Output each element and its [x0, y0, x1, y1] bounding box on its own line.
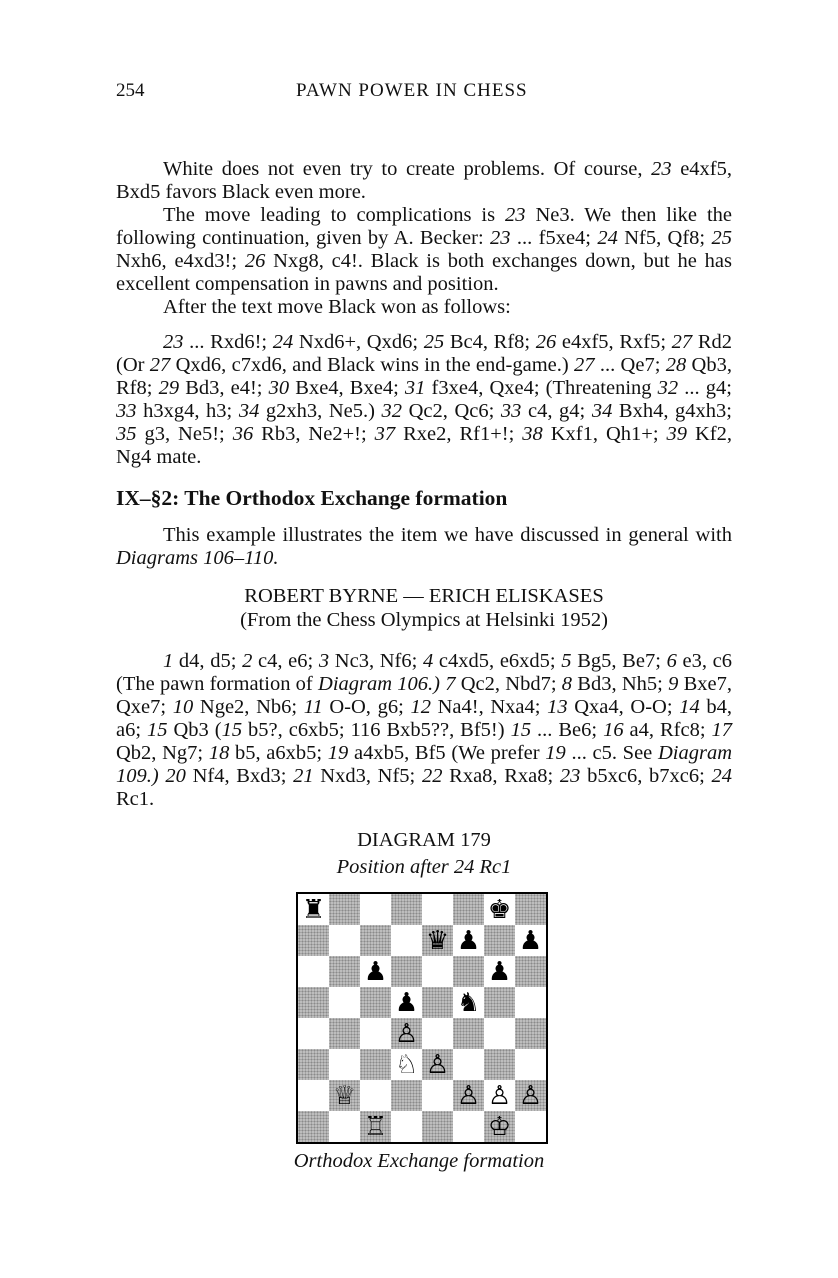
move-number: 6: [666, 650, 677, 672]
move-text: Rxe2, Rf1+!;: [395, 423, 523, 445]
board-square: [329, 894, 360, 925]
board-square: [484, 1018, 515, 1049]
board-square: [329, 1111, 360, 1142]
paragraph-2: The move leading to complications is 23 Ne3. We then like the following continuation, given by A. Becker: 23 ... f5xe4; 24 Nf5, Qf8; 25 Nxh6, e4xd3!; 26 Nxg8, c4!. Black is both exchanges down, but he has excellent compensation in pawns and position.: [116, 204, 732, 295]
game-moves-1: [116, 331, 732, 469]
paragraph-5: This example illustrates the item we have discussed in general with Diagrams 106–110.: [116, 524, 732, 569]
move-text: Bd3, e4!;: [179, 377, 269, 399]
board-square: [391, 1018, 422, 1049]
board-square: [484, 894, 515, 925]
move-text: Nxd3, Nf5;: [313, 765, 422, 787]
move-text: Qxa4, O-O;: [567, 696, 680, 718]
board-square: [515, 1049, 546, 1080]
board-square: [422, 1049, 453, 1080]
page-header: [116, 80, 726, 106]
game-players: ROBERT BYRNE — ERICH ELISKASES: [244, 585, 604, 607]
move-text: Bxe7, Qxe7;: [116, 673, 732, 718]
move-text: Kf2, Ng4 mate.: [116, 423, 732, 468]
board-square: [360, 1080, 391, 1111]
move-text: Bxe4, Bxe4;: [289, 377, 405, 399]
board-square: [515, 1080, 546, 1111]
move-number: 37: [374, 423, 396, 445]
move-text: b5xc6, b7xc6;: [580, 765, 712, 787]
move-text: ... Qe7;: [594, 354, 666, 376]
board-square: [515, 894, 546, 925]
chess-piece-icon: ♟: [456, 925, 481, 956]
move-text: Qb2, Ng7;: [116, 742, 209, 764]
move-text: Rd2 (Or: [116, 331, 732, 376]
move-text: ... Rxd6!;: [183, 331, 273, 353]
move-number: 32: [657, 377, 679, 399]
board-square: [453, 1080, 484, 1111]
move-text: Nf4, Bxd3;: [185, 765, 294, 787]
move-number: 23: [559, 765, 581, 787]
board-square: [391, 894, 422, 925]
chess-piece-icon: ♙: [518, 1080, 543, 1111]
page-number: 254: [116, 80, 145, 101]
move-number: 8: [561, 673, 573, 695]
move-number: 33: [116, 400, 137, 422]
board-square: [329, 956, 360, 987]
board-square: [515, 925, 546, 956]
move-text: Rxa8, Rxa8;: [442, 765, 560, 787]
section-heading: IX–§2: The Orthodox Exchange formation: [116, 486, 508, 510]
move-text: Bd3, Nh5;: [572, 673, 669, 695]
chess-piece-icon: ♙: [425, 1049, 450, 1080]
move-number: Diagram 109.): [116, 742, 733, 787]
board-square: [360, 1018, 391, 1049]
chess-piece-icon: ♙: [487, 1080, 512, 1111]
board-square: [360, 987, 391, 1018]
board-square: [453, 1049, 484, 1080]
move-text: e4xf5, Rxf5;: [556, 331, 672, 353]
board-square: [360, 1111, 391, 1142]
board-square: [298, 1111, 329, 1142]
move-text: a4xb5, Bf5 (We prefer: [348, 742, 546, 764]
move-number: 9: [668, 673, 679, 695]
move-number: 27: [149, 354, 171, 376]
board-square: [360, 956, 391, 987]
chess-piece-icon: ♟: [487, 956, 512, 987]
board-square: [515, 956, 546, 987]
move-text: Qb3, Rf8;: [116, 354, 732, 399]
move-text: Qxd6, c7xd6, and Black wins in the end-game.): [170, 354, 575, 376]
board-square: [391, 1080, 422, 1111]
board-square: [484, 987, 515, 1018]
move-text: Nge2, Nb6;: [193, 696, 304, 718]
board-square: [329, 925, 360, 956]
chess-piece-icon: ♚: [487, 894, 512, 925]
move-number: 15: [510, 719, 532, 741]
move-text: Qb3 (: [167, 719, 222, 741]
paragraph-1: White does not even try to create problems. Of course, 23 e4xf5, Bxd5 favors Black even more.: [116, 158, 732, 203]
board-square: [484, 925, 515, 956]
board-square: [329, 1049, 360, 1080]
page-body: [116, 158, 732, 879]
move-number: 11: [303, 696, 323, 718]
move-number: 19: [545, 742, 566, 764]
board-square: [422, 894, 453, 925]
move-number: 33: [500, 400, 522, 422]
board-square: [422, 1111, 453, 1142]
move-number: 28: [665, 354, 687, 376]
game-event: (From the Chess Olympics at Helsinki 1952): [240, 609, 608, 631]
move-number: 39: [666, 423, 687, 445]
board-square: [391, 987, 422, 1018]
move-text: Bg5, Be7;: [571, 650, 667, 672]
board-square: [360, 925, 391, 956]
move-number: 17: [711, 719, 732, 741]
move-number: 15: [147, 719, 168, 741]
board-square: [298, 1080, 329, 1111]
board-square: [298, 894, 329, 925]
move-number: 34: [591, 400, 613, 422]
board-square: [422, 956, 453, 987]
move-text: g2xh3, Ne5.): [259, 400, 382, 422]
move-text: g3, Ne5!;: [136, 423, 233, 445]
move-number: 30: [268, 377, 290, 399]
board-square: [329, 1080, 360, 1111]
board-square: [453, 1018, 484, 1049]
move-number: 34: [238, 400, 260, 422]
move-text: Kxf1, Qh1+;: [542, 423, 667, 445]
move-number: 27: [671, 331, 693, 353]
chess-piece-icon: ♟: [363, 956, 388, 987]
board-square: [391, 956, 422, 987]
move-text: Qc2, Qc6;: [402, 400, 501, 422]
board-square: [360, 894, 391, 925]
move-number: 29: [158, 377, 180, 399]
board-square: [515, 1018, 546, 1049]
move-number: 21: [293, 765, 314, 787]
move-number: 25: [423, 331, 445, 353]
chess-piece-icon: ♘: [394, 1049, 419, 1080]
board-square: [515, 987, 546, 1018]
move-text: f3xe4, Qxe4; (Threatening: [425, 377, 658, 399]
move-text: h3xg4, h3;: [136, 400, 239, 422]
board-square: [391, 925, 422, 956]
board-square: [391, 1111, 422, 1142]
paragraph-3: After the text move Black won as follows:: [163, 296, 511, 318]
move-text: c4, e6;: [252, 650, 319, 672]
move-text: ... g4;: [678, 377, 732, 399]
move-number: 26: [535, 331, 557, 353]
chess-piece-icon: ♞: [456, 987, 481, 1018]
move-number: 24: [272, 331, 294, 353]
chess-piece-icon: ♔: [487, 1111, 512, 1142]
diagram-title: DIAGRAM 179: [357, 829, 491, 851]
running-title: PAWN POWER IN CHESS: [296, 80, 528, 101]
move-text: Rc1.: [116, 788, 155, 810]
board-square: [360, 1049, 391, 1080]
board-square: [298, 1018, 329, 1049]
board-square: [515, 1111, 546, 1142]
move-text: b4, a6;: [116, 696, 732, 741]
move-number: 15: [221, 719, 243, 741]
move-number: 38: [522, 423, 543, 445]
board-square: [329, 1018, 360, 1049]
move-number: 5: [561, 650, 572, 672]
move-text: ... c5. See: [565, 742, 658, 764]
move-text: ... Be6;: [531, 719, 604, 741]
chess-piece-icon: ♙: [456, 1080, 481, 1111]
move-number: 24: [711, 765, 733, 787]
move-number: 14: [679, 696, 700, 718]
board-square: [298, 956, 329, 987]
move-number: 18: [208, 742, 230, 764]
chess-piece-icon: ♙: [394, 1018, 419, 1049]
move-text: Nc3, Nf6;: [329, 650, 423, 672]
move-number: 16: [603, 719, 624, 741]
board-square: [422, 987, 453, 1018]
move-number: 4: [423, 650, 434, 672]
chess-piece-icon: ♟: [518, 925, 543, 956]
move-text: Na4!, Nxa4;: [430, 696, 548, 718]
move-text: d4, d5;: [173, 650, 243, 672]
move-text: Rb3, Ne2+!;: [253, 423, 375, 445]
board-square: [422, 925, 453, 956]
move-text: e3, c6 (The pawn formation of: [116, 650, 732, 695]
board-square: [453, 925, 484, 956]
move-number: Diagram 106.): [318, 673, 440, 695]
diagram-subtitle: Position after 24 Rc1: [336, 856, 512, 878]
move-text: Bc4, Rf8;: [444, 331, 536, 353]
move-number: 1: [163, 650, 174, 672]
chess-piece-icon: ♛: [425, 925, 450, 956]
move-text: b5, a6xb5;: [229, 742, 328, 764]
move-number: 20: [165, 765, 186, 787]
board-square: [484, 1111, 515, 1142]
board-square: [391, 1049, 422, 1080]
chess-piece-icon: ♜: [301, 894, 326, 925]
move-text: O-O, g6;: [322, 696, 411, 718]
board-square: [484, 956, 515, 987]
move-number: 12: [410, 696, 431, 718]
move-number: 10: [172, 696, 194, 718]
board-square: [298, 1049, 329, 1080]
move-number: 19: [327, 742, 349, 764]
chess-piece-icon: ♕: [332, 1080, 357, 1111]
board-square: [484, 1049, 515, 1080]
game-moves-2: [116, 650, 732, 811]
move-number: 13: [547, 696, 568, 718]
move-number: 7: [445, 673, 456, 695]
board-square: [453, 1111, 484, 1142]
move-number: 2: [242, 650, 253, 672]
board-square: [484, 1080, 515, 1111]
chess-board: [298, 894, 546, 1142]
move-text: c4xd5, e6xd5;: [433, 650, 562, 672]
move-number: 32: [381, 400, 403, 422]
chess-piece-icon: ♖: [363, 1111, 388, 1142]
move-number: 3: [318, 650, 330, 672]
chess-diagram: [296, 892, 548, 1144]
move-number: 22: [421, 765, 443, 787]
board-square: [453, 987, 484, 1018]
move-number: 27: [574, 354, 595, 376]
move-number: 23: [163, 331, 184, 353]
move-text: Bxh4, g4xh3;: [612, 400, 732, 422]
move-text: b5?, c6xb5; 116 Bxb5??, Bf5!): [242, 719, 511, 741]
move-number: 31: [404, 377, 426, 399]
move-number: 36: [232, 423, 254, 445]
move-text: Nxd6+, Qxd6;: [293, 331, 424, 353]
board-square: [298, 987, 329, 1018]
diagram-caption: Orthodox Exchange formation: [293, 1150, 545, 1172]
move-number: 35: [116, 423, 137, 445]
move-text: a4, Rfc8;: [623, 719, 712, 741]
board-square: [422, 1080, 453, 1111]
chess-piece-icon: ♟: [394, 987, 419, 1018]
move-text: Qc2, Nbd7;: [455, 673, 562, 695]
board-square: [298, 925, 329, 956]
board-square: [453, 956, 484, 987]
board-square: [329, 987, 360, 1018]
move-text: c4, g4;: [521, 400, 592, 422]
board-square: [422, 1018, 453, 1049]
game-header: [116, 584, 732, 632]
board-square: [453, 894, 484, 925]
